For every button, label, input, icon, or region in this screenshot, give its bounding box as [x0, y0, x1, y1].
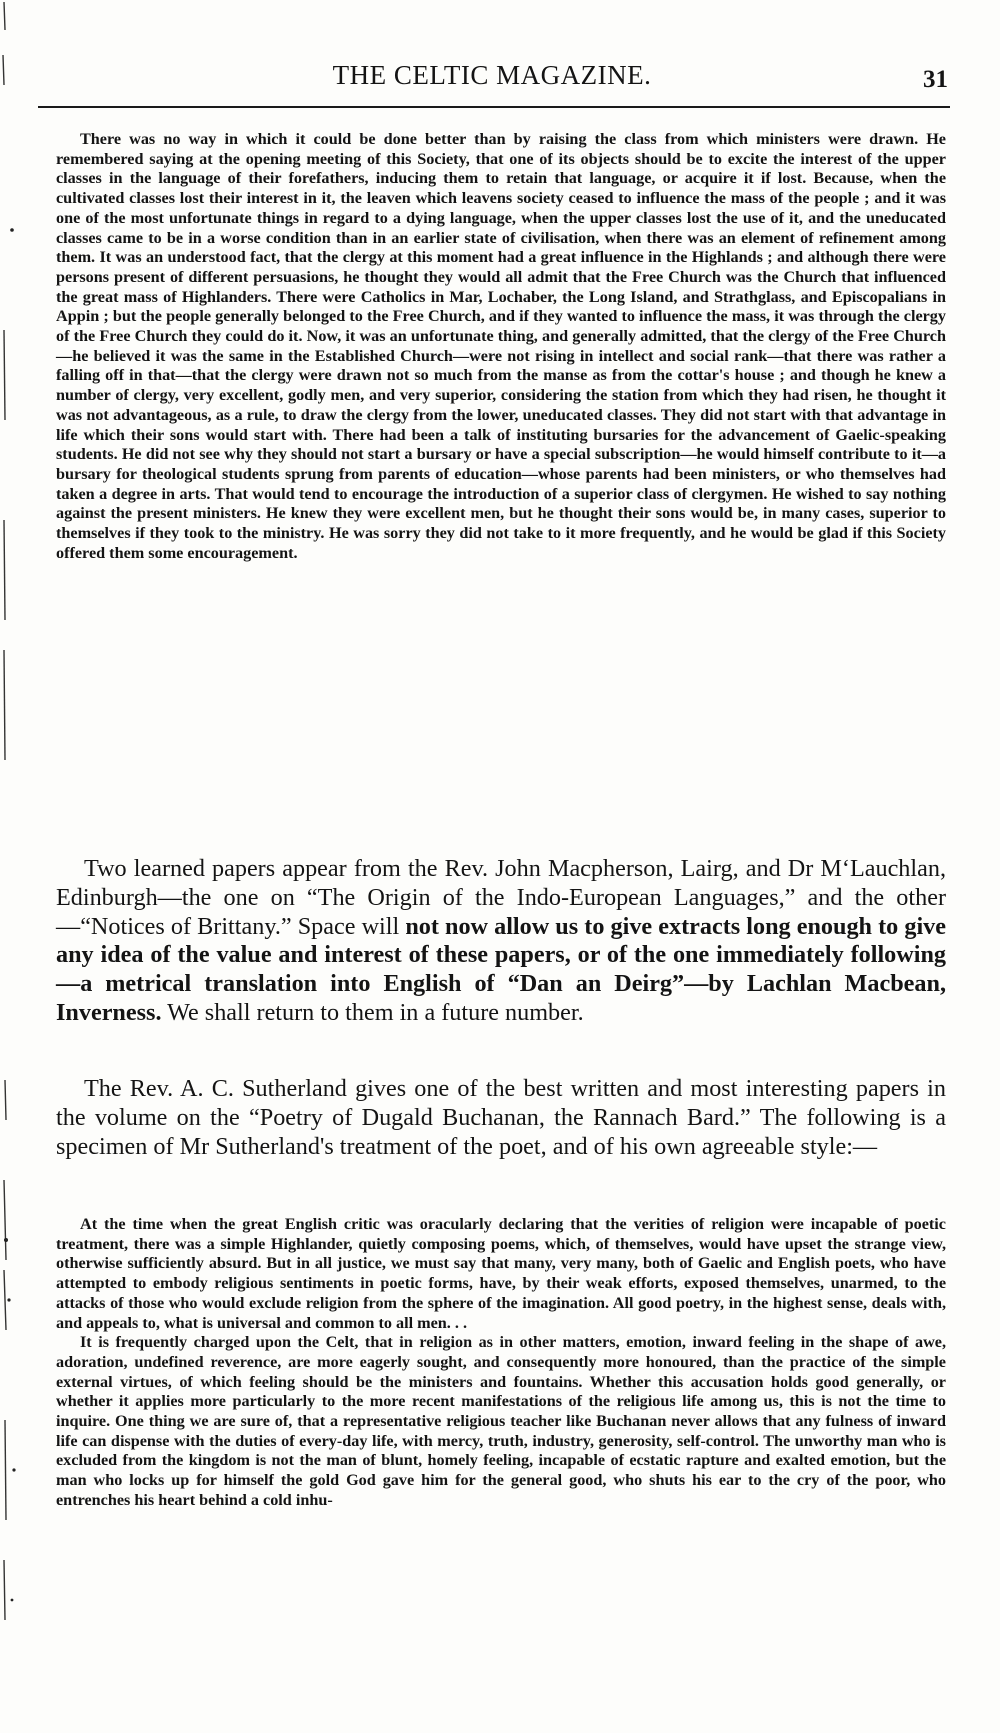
page-number: 31 [923, 66, 948, 93]
quoted-speech-paragraph: There was no way in which it could be done better than by raising the class from which ministers were drawn. He remembered saying at the opening meeting of this Society, that one of its objects should be to excite the interest of the upper classes in the language of their forefathers, inducing them to retain that language, or acquire it if lost. Because, when the cultivated classes lost their interest in it, the leaven which leavens society ceased to influence the mass of the people ; and it was one of the most unfortunate things in regard to a dying language, when the upper classes lost the use of it, and the uneducated classes came to be in a worse condition than in an earlier state of civilisation, when there was an element of refinement among them. It was an understood fact, that the clergy at this moment had a great influence in the Highlands ; and although there were persons present of different persuasions, he thought they would all admit that the Free Church was the Church that influenced the great mass of Highlanders. There were Catholics in Mar, Lochaber, the Long Island, and Strathglass, and Episcopalians in Appin ; but the people generally belonged to the Free Church, and if they wanted to influence the mass, it was through the clergy of the Free Church they could do it. Now, it was an unfortunate thing, and generally admitted, that the clergy of the Free Church—he believed it was the same in the Established Church—were not rising in intellect and social rank—that there was rather a falling off in that—that the clergy were drawn not so much from the manse as from the cottar's house ; and though he knew a number of clergy, very excellent, godly men, and very superior, considering the station from which they had risen, he thought it was not advantageous, as a rule, to draw the clergy from the lower, uneducated classes. They did not start with that advantage in life which their sons would start with. There had been a talk of instituting bursaries for the advancement of Gaelic-speaking students. He did not see why they should not start a bursary or have a special subscription—he would himself contribute to it—a bursary for theological students sprung from parents of education—whose parents had been ministers, or who themselves had taken a degree in arts. That would tend to encourage the introduction of a superior class of clergymen. He wished to say nothing against the present ministers. He knew they were excellent men, but he thought their sons would be, in many cases, superior to themselves if they took to the ministry. He was sorry they did not take to it more frequently, and he would be glad if this Society offered them some encouragement. [56, 130, 946, 562]
margin-ink-marks [0, 0, 34, 1733]
body-paragraph-learned-papers [56, 855, 946, 1028]
quoted-speech-block [56, 130, 946, 563]
paragraph-tail: We shall return to them in a future number. [161, 998, 584, 1026]
quoted-extract-block [56, 1215, 946, 1511]
page-title: THE CELTIC MAGAZINE. [332, 60, 652, 90]
running-header [36, 56, 948, 104]
paragraph-bold-run: not now allow us to give extracts long enough to give any idea of the value and interest of these papers, or of the one immediately following—a metrical translation into English of “Dan an Deirg”—by Lachlan Macbean, Inverness. [56, 912, 946, 1026]
paragraph-lead: Two learned papers appear from the Rev. John Macpherson, Lairg, and Dr M‘Lauchlan, Edinburgh—the one on “The Origin of the Indo-European Languages,” and the other—“Notices of Brittany.” Space will [56, 855, 946, 940]
extract-paragraph-1: At the time when the great English critic was oracularly declaring that the verities of religion were incapable of poetic treatment, there was a simple Highlander, quietly composing poems, which, of themselves, would have upset the strange view, otherwise sufficiently absurd. But in all justice, we must say that many, very many, both of Gaelic and English poets, who have attempted to embody religious sentiments in poetic forms, have, by their weak efforts, exposed themselves, unarmed, to the attacks of those who would exclude religion from the sphere of the imagination. All good poetry, in the highest sense, deals with, and appeals to, what is universal and common to all men. . . [56, 1215, 946, 1332]
header-rule [38, 106, 950, 108]
sutherland-paragraph: The Rev. A. C. Sutherland gives one of the best written and most interesting papers in the volume on the “Poetry of Dugald Buchanan, the Rannach Bard.” The following is a specimen of Mr Sutherland's treatment of the poet, and of his own agreeable style:— [56, 1075, 946, 1160]
learned-papers-paragraph [56, 855, 946, 1028]
extract-paragraph-2: It is frequently charged upon the Celt, that in religion as in other matters, emotion, inward feeling in the shape of awe, adoration, undefined reverence, are more eagerly sought, and consequently more honoured, than the practice of the simple external virtues, of which feeling should be the ministers and fountains. Whether this accusation holds good generally, or whether it applies more particularly to the more recent manifestations of the religious life among us, this is not the time to inquire. One thing we are sure of, that a representative religious teacher like Buchanan never allows that any fulness of inward life can dispense with the duties of every-day life, with mercy, truth, industry, generosity, self-control. The unworthy man who is excluded from the kingdom is not the man of blunt, homely feeling, incapable of ecstatic rapture and exalted emotion, but the man who locks up for himself the gold God gave him for the general good, who shuts his ear to the cry of the poor, who entrenches his heart behind a cold inhu- [56, 1333, 946, 1509]
body-paragraph-sutherland [56, 1075, 946, 1161]
